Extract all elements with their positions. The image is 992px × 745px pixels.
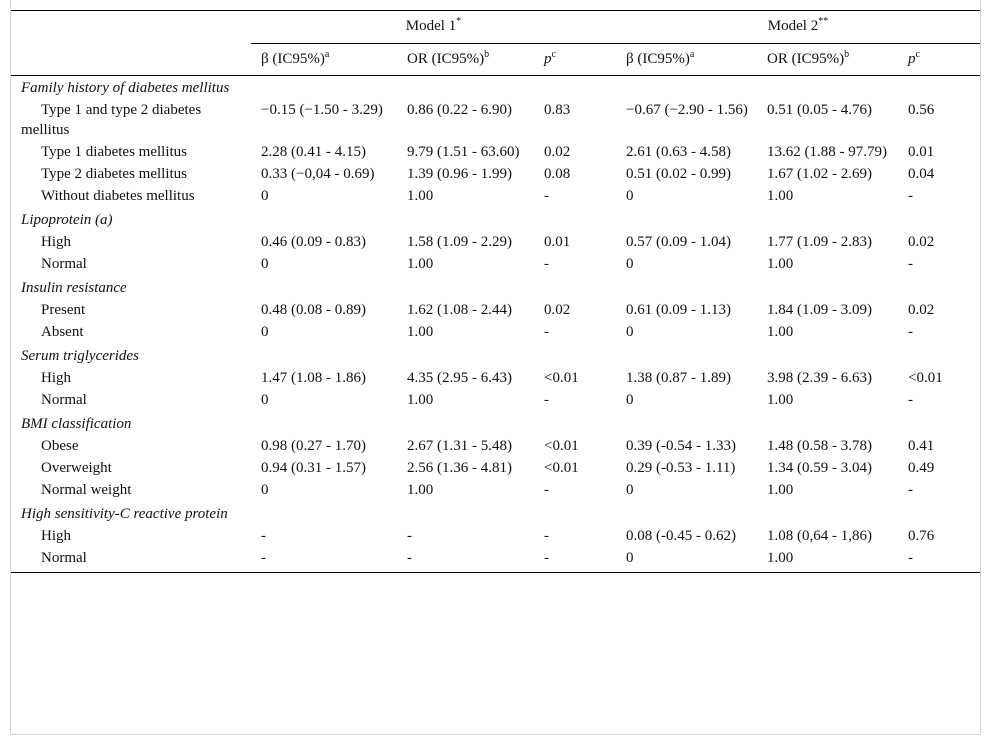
model1-footnote-mark: *	[456, 16, 462, 27]
group-title: Family history of diabetes mellitus	[21, 80, 230, 96]
table-cell: 1.48 (0.58 - 3.78)	[767, 438, 872, 454]
column-footnote-mark: a	[689, 49, 695, 60]
table-cell: 0.56	[908, 102, 935, 118]
table-cell: 1.00	[407, 188, 434, 204]
column-header-label: OR (IC95%)	[767, 51, 845, 67]
group-row	[11, 344, 980, 368]
model2-title: Model 2	[767, 18, 819, 34]
table-cell: 1.39 (0.96 - 1.99)	[407, 166, 512, 182]
table-cell: 1.34 (0.59 - 3.04)	[767, 460, 872, 476]
table-row	[11, 142, 980, 164]
table-cell: 1.00	[767, 392, 794, 408]
table-cell: 0	[626, 188, 634, 204]
table-cell: 1.77 (1.09 - 2.83)	[767, 234, 872, 250]
table-cell: -	[407, 528, 412, 544]
table-row	[11, 368, 980, 390]
table-cell: 0	[261, 392, 269, 408]
table-row	[11, 254, 980, 276]
table-cell: 0	[261, 482, 269, 498]
table-cell: -	[544, 482, 549, 498]
table-cell: 0	[626, 256, 634, 272]
row-label: Normal	[11, 548, 251, 573]
table-cell: 1.08 (0,64 - 1,86)	[767, 528, 872, 544]
model-header-row	[11, 11, 980, 44]
table-cell: -	[908, 188, 913, 204]
table-cell: -	[544, 528, 549, 544]
row-label: Present	[41, 302, 86, 318]
table-row	[11, 390, 980, 412]
table-cell: 0.61 (0.09 - 1.13)	[626, 302, 731, 318]
table-cell: 1.00	[767, 324, 794, 340]
column-header-label: p	[544, 51, 552, 67]
table-cell: -	[908, 392, 913, 408]
table-cell: -	[261, 528, 266, 544]
table-cell: 1.00	[757, 548, 898, 573]
column-header	[251, 44, 397, 76]
row-label: High	[41, 528, 71, 544]
table-cell: 1.00	[407, 482, 434, 498]
table-cell: 1.00	[407, 392, 434, 408]
table-cell: 1.62 (1.08 - 2.44)	[407, 302, 512, 318]
model1-title: Model 1	[405, 18, 457, 34]
group-row	[11, 502, 980, 526]
table-row	[11, 232, 980, 254]
table-row	[11, 164, 980, 186]
table-cell: 1.00	[767, 256, 794, 272]
table-row	[11, 436, 980, 458]
table-cell: 1.84 (1.09 - 3.09)	[767, 302, 872, 318]
column-header	[898, 44, 980, 76]
row-label: High	[41, 370, 71, 386]
model1-header	[251, 11, 616, 44]
group-title: Insulin resistance	[21, 280, 127, 296]
table-cell: 0.49	[908, 460, 935, 476]
table-row	[11, 100, 980, 142]
table-cell: -	[544, 188, 549, 204]
table-cell: 0.39 (-0.54 - 1.33)	[626, 438, 736, 454]
table-cell: 0	[626, 482, 634, 498]
table-cell: -	[544, 324, 549, 340]
column-header-label: p	[908, 51, 916, 67]
column-footnote-mark: b	[844, 49, 850, 60]
table-cell: 0.29 (-0.53 - 1.11)	[626, 460, 736, 476]
table-cell: 0.48 (0.08 - 0.89)	[261, 302, 366, 318]
regression-table	[11, 10, 980, 573]
table-cell: 0.76	[908, 528, 935, 544]
column-footnote-mark: c	[915, 49, 920, 60]
table-row	[11, 526, 980, 548]
table-cell: 0.57 (0.09 - 1.04)	[626, 234, 731, 250]
table-cell: -	[251, 548, 397, 573]
table-cell: -	[397, 548, 534, 573]
table-row	[11, 322, 980, 344]
table-cell: <0.01	[908, 370, 943, 386]
table-cell: 0	[261, 324, 269, 340]
table-cell: -	[908, 324, 913, 340]
table-cell: 2.67 (1.31 - 5.48)	[407, 438, 512, 454]
table-cell: 0.33 (−0,04 - 0.69)	[261, 166, 375, 182]
column-footnote-mark: b	[484, 49, 490, 60]
table-cell: 9.79 (1.51 - 63.60)	[407, 144, 520, 160]
table-cell: 1.00	[767, 188, 794, 204]
column-footnote-mark: c	[551, 49, 556, 60]
group-title: Serum triglycerides	[21, 348, 139, 364]
row-label: Normal	[41, 256, 87, 272]
row-label: Without diabetes mellitus	[41, 188, 195, 204]
table-cell: 1.38 (0.87 - 1.89)	[626, 370, 731, 386]
table-cell: <0.01	[544, 438, 579, 454]
table-cell: 0.83	[544, 102, 571, 118]
table-cell: 0	[626, 324, 634, 340]
group-title: BMI classification	[21, 416, 132, 432]
table-cell: 3.98 (2.39 - 6.63)	[767, 370, 872, 386]
table-cell: -	[544, 392, 549, 408]
column-header	[397, 44, 534, 76]
empty-header-cell	[11, 44, 251, 76]
table-cell: 0.08	[544, 166, 571, 182]
table-cell: 0.01	[544, 234, 571, 250]
group-row	[11, 276, 980, 300]
table-row	[11, 186, 980, 208]
table-cell: 0.94 (0.31 - 1.57)	[261, 460, 366, 476]
table-cell: 2.28 (0.41 - 4.15)	[261, 144, 366, 160]
empty-header-cell	[11, 11, 251, 44]
table-cell: 2.61 (0.63 - 4.58)	[626, 144, 731, 160]
table-cell: 0	[261, 256, 269, 272]
table-cell: <0.01	[544, 370, 579, 386]
column-header-label: OR (IC95%)	[407, 51, 485, 67]
row-label: Type 1 and type 2 diabetes mellitus	[21, 102, 202, 138]
table-row	[11, 458, 980, 480]
row-label: Normal	[41, 392, 87, 408]
table-cell: 0.41	[908, 438, 935, 454]
table-cell: -	[898, 548, 980, 573]
table-cell: 0.08 (-0.45 - 0.62)	[626, 528, 736, 544]
model2-footnote-mark: **	[818, 16, 829, 27]
row-label: Obese	[41, 438, 79, 454]
table-cell: -	[908, 482, 913, 498]
group-title: Lipoprotein (a)	[21, 212, 113, 228]
table-cell: 1.00	[767, 482, 794, 498]
column-footnote-mark: a	[324, 49, 330, 60]
column-header	[534, 44, 616, 76]
row-label: Absent	[41, 324, 84, 340]
column-header	[616, 44, 757, 76]
column-header	[757, 44, 898, 76]
table-cell: 0	[616, 548, 757, 573]
row-label: Type 2 diabetes mellitus	[41, 166, 188, 182]
row-label: Type 1 diabetes mellitus	[41, 144, 188, 160]
row-label: High	[41, 234, 71, 250]
column-header-label: β (IC95%)	[626, 51, 690, 67]
table-cell: 1.00	[407, 324, 434, 340]
table-cell: 0.02	[908, 302, 935, 318]
table-cell: <0.01	[544, 460, 579, 476]
group-title: High sensitivity-C reactive protein	[21, 506, 228, 522]
group-row	[11, 76, 980, 101]
table-cell: 4.35 (2.95 - 6.43)	[407, 370, 512, 386]
table-cell: −0.67 (−2.90 - 1.56)	[626, 102, 748, 118]
table-cell: 0.98 (0.27 - 1.70)	[261, 438, 366, 454]
table-cell: 1.00	[407, 256, 434, 272]
table-cell: 0.01	[908, 144, 935, 160]
table-cell: 2.56 (1.36 - 4.81)	[407, 460, 512, 476]
table-cell: 0	[261, 188, 269, 204]
row-label: Normal weight	[41, 482, 132, 498]
table-body	[11, 76, 980, 573]
table-cell: 0.86 (0.22 - 6.90)	[407, 102, 512, 118]
table-cell: -	[544, 256, 549, 272]
table-cell: 1.47 (1.08 - 1.86)	[261, 370, 366, 386]
table-cell: 1.58 (1.09 - 2.29)	[407, 234, 512, 250]
table-cell: 13.62 (1.88 - 97.79)	[767, 144, 887, 160]
table-cell: −0.15 (−1.50 - 3.29)	[261, 102, 383, 118]
group-row	[11, 208, 980, 232]
table-cell: 0.02	[544, 302, 571, 318]
table-row	[11, 548, 980, 573]
group-row	[11, 412, 980, 436]
table-cell: -	[534, 548, 616, 573]
table-cell: 0.51 (0.05 - 4.76)	[767, 102, 872, 118]
page	[10, 0, 982, 745]
model2-header	[616, 11, 980, 44]
column-header-row	[11, 44, 980, 76]
column-header-label: β (IC95%)	[261, 51, 325, 67]
table-cell: 0.02	[908, 234, 935, 250]
table-cell: 0.04	[908, 166, 935, 182]
row-label: Overweight	[41, 460, 112, 476]
table-cell: -	[908, 256, 913, 272]
table-row	[11, 300, 980, 322]
table-cell: 0.02	[544, 144, 571, 160]
table-cell: 0.46 (0.09 - 0.83)	[261, 234, 366, 250]
table-cell: 1.67 (1.02 - 2.69)	[767, 166, 872, 182]
table-row	[11, 480, 980, 502]
table-cell: 0	[626, 392, 634, 408]
table-cell: 0.51 (0.02 - 0.99)	[626, 166, 731, 182]
